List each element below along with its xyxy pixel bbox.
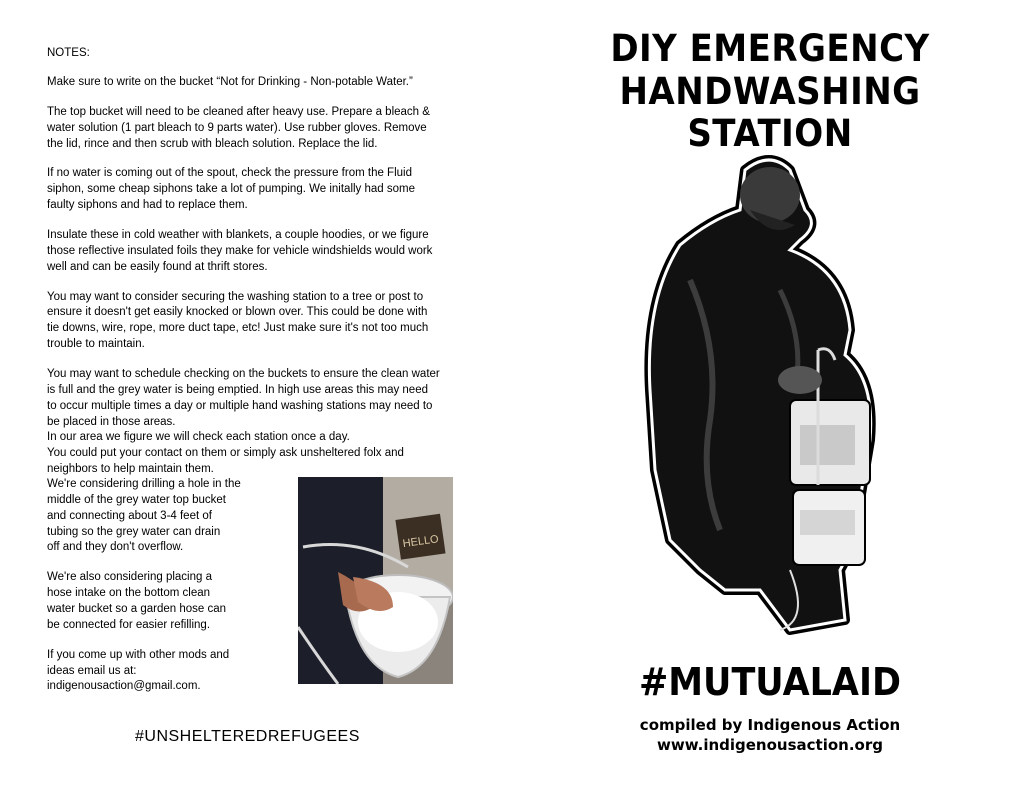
- page-title: [535, 28, 1004, 156]
- paragraph-line: be connected for easier refilling.: [47, 618, 211, 631]
- mods-paragraphs: [47, 477, 277, 709]
- note-paragraph: [47, 477, 277, 556]
- note-paragraph: [47, 228, 477, 276]
- paragraph-line: middle of the grey water top bucket: [47, 493, 226, 506]
- note-paragraph: [47, 105, 477, 153]
- paragraph-line: well and can be easily found at thrift stores.: [47, 260, 268, 273]
- paragraph-line: The top bucket will need to be cleaned after heavy use. Prepare a bleach &: [47, 105, 430, 118]
- paragraph-line: water bucket so a garden hose can: [47, 603, 227, 616]
- right-hashtag: #MUTUALAID: [638, 660, 902, 704]
- person-with-buckets-illustration: [630, 150, 890, 640]
- paragraph-line: You may want to consider securing the washing station to a tree or post to: [47, 290, 424, 303]
- paragraph-line: those reflective insulated foils they make for vehicle windshields would work: [47, 244, 433, 257]
- paragraph-line: to occur multiple times a day or multiple hand washing stations may need to: [47, 399, 433, 412]
- paragraph-line: off and they don't overflow.: [47, 541, 184, 554]
- paragraph-line: Make sure to write on the bucket “Not for Drinking - Non-potable Water.”: [47, 76, 413, 88]
- credit-line-1: compiled by Indigenous Action: [639, 716, 901, 734]
- paragraph-line: ideas email us at:: [47, 664, 137, 677]
- paragraph-line: Insulate these in cold weather with blankets, a couple hoodies, or we figure: [47, 229, 429, 242]
- note-paragraph: [47, 166, 477, 214]
- credit-website: www.indigenousaction.org: [657, 736, 883, 755]
- notes-section: [47, 47, 477, 492]
- paragraph-line: trouble to maintain.: [47, 338, 145, 351]
- credit-block: [515, 715, 1024, 756]
- paragraph-line: If you come up with other mods and: [47, 648, 230, 661]
- paragraph-line: We're considering drilling a hole in the: [47, 478, 241, 490]
- paragraph-line: You could put your contact on them or simply ask unsheltered folx and: [47, 447, 404, 460]
- paragraph-line: faulty siphons and had to replace them.: [47, 199, 248, 212]
- paragraph-line: You may want to schedule checking on the buckets to ensure the clean water: [47, 368, 440, 381]
- paragraph-line: is full and the grey water is being emptied. In high use areas this may need: [47, 383, 428, 396]
- paragraph-line: In our area we figure we will check each station once a day.: [47, 431, 350, 444]
- handwashing-photo: [298, 477, 453, 684]
- paragraph-line: the lid, rince and then scrub with bleach solution. Replace the lid.: [47, 137, 378, 150]
- paragraph-line: indigenousaction@gmail.com.: [47, 680, 201, 693]
- left-hashtag: #UNSHELTEREDREFUGEES: [135, 728, 360, 745]
- paragraph-line: If no water is coming out of the spout, check the pressure from the Fluid: [47, 167, 412, 180]
- paragraph-line: ensure it doesn't get easily knocked or blown over. This could be done with: [47, 306, 428, 319]
- paragraph-line: and connecting about 3-4 feet of: [47, 509, 212, 522]
- paragraph-line: tubing so the grey water can drain: [47, 525, 221, 538]
- paragraph-line: hose intake on the bottom clean: [47, 587, 211, 600]
- notes-heading: NOTES:: [47, 47, 90, 59]
- note-paragraph: [47, 570, 277, 633]
- doormat-sign-text: HELLO: [402, 533, 440, 551]
- paragraph-line: neighbors to help maintain them.: [47, 463, 214, 476]
- paragraph-line: We're also considering placing a: [47, 571, 212, 584]
- note-paragraph: [47, 367, 477, 478]
- title-line-1: DIY EMERGENCY: [610, 27, 930, 70]
- paragraph-line: tie downs, wire, rope, more duct tape, etc! Just make sure it's not too much: [47, 322, 429, 335]
- paragraph-line: water solution (1 part bleach to 9 parts water). Use rubber gloves. Remove: [47, 121, 427, 134]
- note-paragraph: [47, 290, 477, 353]
- notes-paragraphs: [47, 75, 477, 478]
- note-paragraph: [47, 75, 477, 91]
- title-line-2: HANDWASHING STATION: [619, 69, 921, 156]
- paragraph-line: be placed in those areas.: [47, 415, 176, 428]
- paragraph-line: siphon, some cheap siphons take a lot of pumping. We initally had some: [47, 183, 415, 196]
- note-paragraph: [47, 648, 277, 696]
